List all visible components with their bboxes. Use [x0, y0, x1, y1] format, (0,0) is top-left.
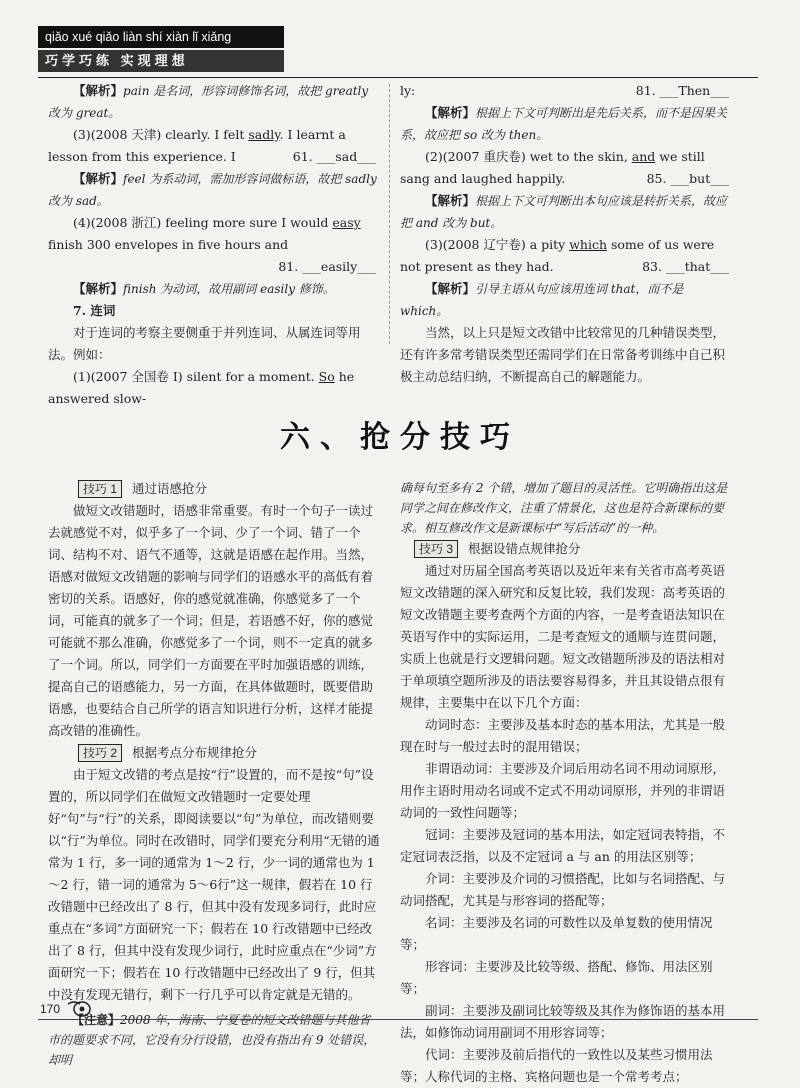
- lower-right-column: [400, 478, 735, 1088]
- column-divider: [389, 84, 390, 344]
- tip-badge: 技巧 3: [414, 540, 458, 558]
- tip-title: 根据设错点规律抢分: [468, 542, 581, 556]
- section-title: 六、抢分技巧: [280, 420, 520, 455]
- footer-rule: [38, 1019, 758, 1020]
- page-number: 170: [40, 1002, 61, 1016]
- analysis-label: 【解析】: [73, 171, 124, 186]
- note-text: 2008 年，海南、宁夏卷的短文改错题与其他省市的题要求不同，它没有分行设错，也没有指出有 9 处错误，却明: [48, 1013, 376, 1067]
- analysis-text: 引导主语从句应该用连词 that，而不是 which。: [400, 282, 684, 318]
- lower-left-column: [48, 478, 380, 1070]
- analysis-text: 根据上下文可判断出是先后关系，而不是因果关系，故应把 so 改为 then。: [400, 106, 728, 142]
- example-text: . I learnt a lesson from this experience. I: [48, 127, 346, 164]
- publisher-logo-icon: [66, 998, 92, 1018]
- tip-badge: 技巧 2: [78, 744, 122, 762]
- answer: 61. ___sad___: [292, 149, 376, 164]
- header-title: 巧学巧练 实现理想: [38, 50, 284, 72]
- upper-left-column: [48, 80, 380, 410]
- example-text: (4)(2008 浙江) feeling more sure I would: [73, 215, 333, 230]
- header-pinyin: qiǎo xué qiǎo liàn shí xiàn lǐ xiǎng: [38, 26, 284, 48]
- analysis-label: 【解析】: [73, 83, 124, 98]
- tip-title: 根据考点分布规律抢分: [132, 746, 258, 760]
- example-text: (3)(2008 天津) clearly. I felt: [73, 127, 249, 142]
- tip-title: 通过语感抢分: [132, 482, 208, 496]
- paragraph: 当然，以上只是短文改错中比较常见的几种错误类型，还有许多常考错误类型还需同学们在日常备考训练中自己积极主动总结归纳，不断提高自己的解题能力。: [400, 325, 726, 384]
- error-word: and: [631, 149, 656, 164]
- error-word: So: [318, 369, 335, 384]
- analysis-label: 【解析】: [73, 281, 124, 296]
- subheading: 7. 连词: [73, 303, 116, 318]
- answer: 85. ___but___: [646, 171, 729, 186]
- list-item: 名词：主要涉及名词的可数性以及单复数的使用情况等；: [400, 915, 713, 952]
- list-item: 动词时态：主要涉及基本时态的基本用法，尤其是一般现在时与一般过去时的混用错误；: [400, 717, 726, 754]
- error-word: easy: [332, 215, 361, 230]
- upper-right-column: [400, 80, 733, 388]
- error-word: which: [569, 237, 608, 252]
- list-item: 介词：主要涉及介词的习惯搭配，比如与名词搭配、与动词搭配，尤其是与形容词的搭配等；: [400, 871, 726, 908]
- example-text: finish 300 envelopes in five hours and: [48, 237, 289, 252]
- note-label: 【注意】: [72, 1013, 121, 1027]
- analysis-text: pain 是名词，形容词修饰名词，故把 greatly 改为 great。: [48, 84, 369, 120]
- tip-badge: 技巧 1: [78, 480, 122, 498]
- note-text: 确每句至多有 2 个错，增加了题目的灵活性。它明确指出这是同学之间在修改作文，注重了情景化，这也是符合新课标的要求。相互修改作文是新课标中“写后活动”的一种。: [400, 481, 728, 535]
- list-item: 非谓语动词：主要涉及介词后用动名词不用动词原形，用作主语时用动名词或不定式不用动词原形，并列的非谓语动词的一致性问题等；: [400, 761, 726, 820]
- list-item: 副词：主要涉及副词比较等级及其作为修饰语的基本用法，如修饰动词用副词不用形容词等；: [400, 1003, 726, 1040]
- analysis-text: feel 为系动词，需加形容词做标语，故把 sadly 改为 sad。: [48, 172, 377, 208]
- answer: 81. ___Then___: [635, 83, 729, 98]
- header-rule: [38, 77, 758, 78]
- example-text: (1)(2007 全国卷 I) silent for a moment.: [73, 369, 319, 384]
- analysis-text: finish 为动词，故用副词 easily 修饰。: [123, 282, 335, 296]
- analysis-label: 【解析】: [425, 105, 476, 120]
- example-text: (2)(2007 重庆卷) wet to the skin,: [425, 149, 632, 164]
- analysis-label: 【解析】: [425, 281, 476, 296]
- example-text: he answered slow-: [48, 369, 355, 406]
- running-header: [38, 26, 284, 74]
- list-item: 代词：主要涉及前后指代的一致性以及某些习惯用法等；人称代词的主格、宾格问题也是一个常考考点；: [400, 1047, 713, 1084]
- paragraph: 由于短文改错的考点是按“行”设置的，而不是按“句”设置的，所以同学们在做短文改错题时一定要处理好“句”与“行”的关系，即阅读要以“句”为单位，而改错则要以“行”为单位。同时在改错时，同学们要充分利用“无错的通常为 1 行，多一词的通常为 1～2 行，少一词的通常也为 1～2 行，错一词的通常为 5～6行”这一规律，假若在 10 行改错题中已经改出了 8 行，但其中没有发现多词行，此时应重点在“多词”方面研究一下；假若在 10 行改错题中已经改出了 8 行，但其中没有发现少词行，此时应重点在“少词”方面研究一下；假若在 10 行改错题中已经改出了 9 行，但其中没有发现无错行，剩下一行几乎可以肯定就是无错的。: [48, 767, 380, 1002]
- example-text: some of us were not present as they had.: [400, 237, 715, 274]
- answer: 81. ___easily___: [278, 259, 376, 274]
- list-item: 形容词：主要涉及比较等级、搭配、修饰、用法区别等；: [400, 959, 713, 996]
- paragraph: 对于连词的考察主要侧重于并列连词、从属连词等用法。例如：: [48, 325, 361, 362]
- error-word: sadly: [248, 127, 280, 142]
- answer: 83. ___that___: [642, 259, 729, 274]
- list-item: 冠词：主要涉及冠词的基本用法，如定冠词表特指，不定冠词表泛指，以及不定冠词 a 与 an 的用法区别等；: [400, 827, 726, 864]
- example-text: we still sang and laughed happily.: [400, 149, 705, 186]
- paragraph: 通过对历届全国高考英语以及近年来有关省市高考英语短文改错题的深入研究和反复比较，我们发现：高考英语的短文改错题主要考查两个方面的内容，一是考查语法知识在英语写作中的实际运用，二是考查短文的通顺与连贯问题，实质上也就是行文逻辑问题。短文改错题所涉及的语法相对于单项填空题所涉及的语法要容易得多，并且其设错点很有规律，主要集中在以下几个方面：: [400, 563, 726, 710]
- paragraph: 做短文改错题时，语感非常重要。有时一个句子一读过去就感觉不对，似乎多了一个词、少了一个词、错了一个词、结构不对、语气不通等，这就是语感在起作用。当然，语感对做短文改错题的影响与同学们的语感水平的高低有着密切的关系。语感好，你的感觉就准确，你感觉多了一个词，可能真的就多了一个词；但是，若语感不好，你的感觉可能就不那么准确，你感觉多了一个词，则不一定真的就多了一个词。所以，同学们一方面要在平时加强语感的训练，提高自己的语感能力，另一方面，在具体做题时，既要借助语感，也要结合自己所学的语言知识进行分析，这样才能提高改错的准确性。: [48, 503, 374, 738]
- analysis-label: 【解析】: [425, 193, 476, 208]
- example-text: (3)(2008 辽宁卷) a pity: [425, 237, 570, 252]
- analysis-text: 根据上下文可判断出本句应该是转折关系，故应把 and 改为 but。: [400, 194, 728, 230]
- example-text: ly:: [400, 83, 416, 98]
